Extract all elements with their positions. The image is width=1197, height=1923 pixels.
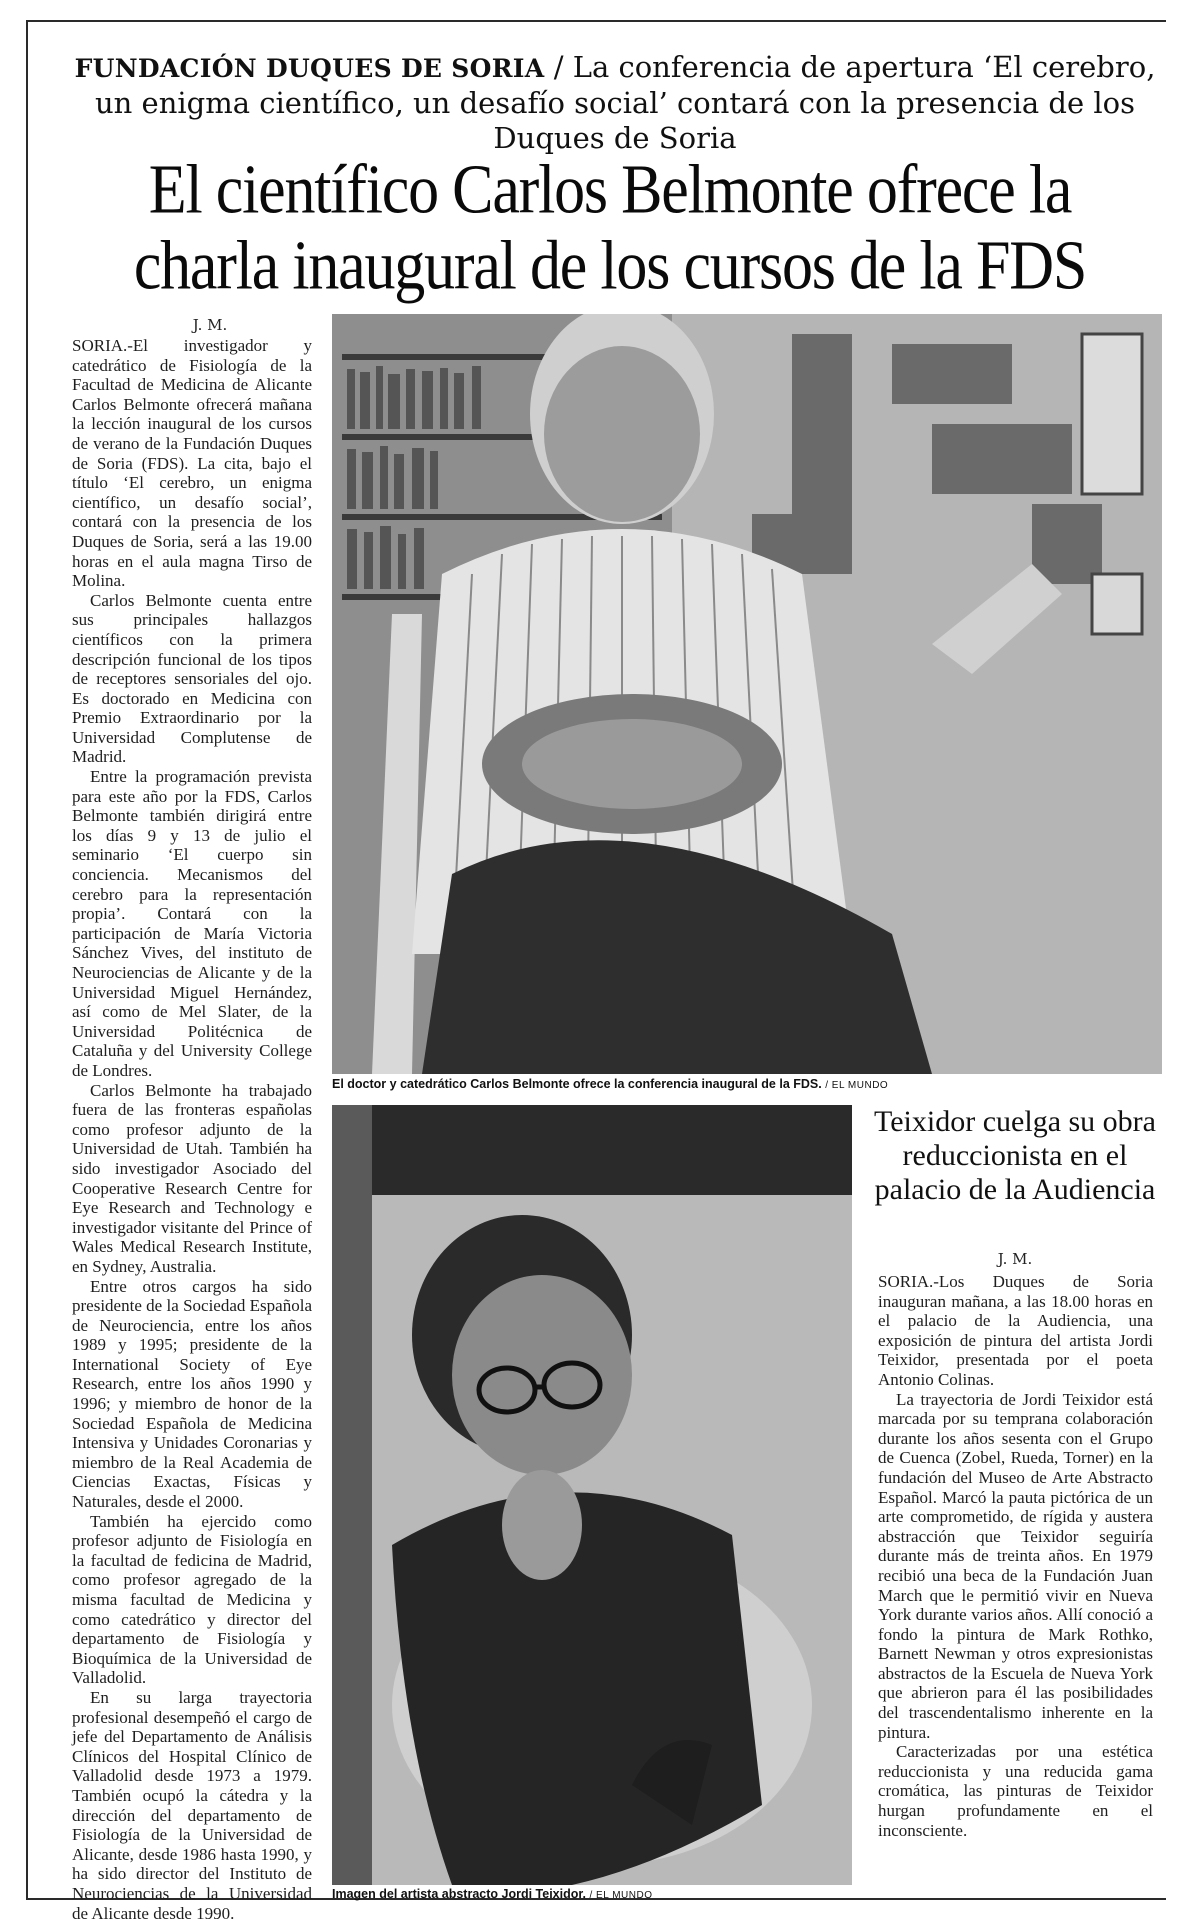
paragraph: Carlos Belmonte ha trabajado fuera de las fronteras españolas como profesor adjunto de la Universidad de Utah. También ha sido investigador Asociado del Cooperative Research Centre for Eye Research and Technology e investigador visitante del Prince of Wales Medical Research Institute, en Sydney, Australia. [72,1080,312,1276]
paragraph: SORIA.-Los Duques de Soria inauguran mañana, a las 18.00 horas en el palacio de la Audiencia, una exposición de pintura del artista Jordi Teixidor, presentada por el poeta Antonio Colinas. [878,1272,1153,1389]
main-headline [60,152,1160,304]
photo-carlos-belmonte [332,314,1162,1074]
kicker-section: FUNDACIÓN DUQUES DE SORIA [74,54,545,83]
paragraph: También ha ejercido como profesor adjunto de Fisiología en la facultad de fedicina de Madrid, como profesor agregado de la misma facultad de Medicina y como catedrático y director del departamento de Fisiología y Bioquímica de la Universidad de Valladolid. [72,1511,312,1688]
paragraph: En su larga trayectoria profesional desempeñó el cargo de jefe del Departamento de Análisis Clínicos del Hospital Clínico de Valladolid desde 1973 a 1979. También ocupó la cátedra y la dirección del departamento de Fisiología de la Universidad de Alicante, desde 1986 hasta 1990, y ha sido director del Instituto de Neurociencias de la Universidad de Alicante desde 1990. [72,1687,312,1923]
side-article-body [878,1272,1153,1840]
paragraph: Entre otros cargos ha sido presidente de la Sociedad Española de Neurociencia, entre los años 1989 y 1995; presidente de la International Society of Eye Research, entre los años 1990 y 1996; y miembro de honor de la Sociedad Española de Medicina Intensiva y Unidades Coronarias y miembro de la Real Academia de Ciencias Exactas, Físicas y Naturales, desde el 2000. [72,1276,312,1512]
paragraph: Entre la programación prevista para este año por la FDS, Carlos Belmonte también dirigirá entre los días 9 y 13 de julio el seminario ‘El cuerpo sin conciencia. Mecanismos del cerebro para la representación propia’. Contará con la participación de María Victoria Sánchez Vives, del instituto de Neurociencias de Alicante y de la Universidad Miguel Hernández, así como de Mel Slater, de la Universidad Politécnica de Cataluña y del University College de Londres. [72,767,312,1080]
photo-caption-belmonte: El doctor y catedrático Carlos Belmonte ofrece la conferencia inaugural de la FDS. / EL MUNDO [332,1077,889,1091]
paragraph: Carlos Belmonte cuenta entre sus principales hallazgos científicos con la primera descripción funcional de los tipos de receptores sensoriales del ojo. Es doctorado en Medicina con Premio Extraordinario por la Universidad Complutense de Madrid. [72,590,312,767]
headline-line-1: El científico Carlos Belmonte ofrece la [148,152,1072,229]
photo-jordi-teixidor [332,1105,852,1885]
main-byline: J. M. [192,316,228,334]
kicker-separator: / [553,50,564,84]
portrait-image [332,314,1162,1074]
kicker [70,50,1160,156]
side-headline: Teixidor cuelga su obra reduccionista en el palacio de la Audiencia [874,1105,1156,1206]
paragraph: Caracterizadas por una estética reduccionista y una reducida gama cromática, las pinturas de Teixidor hurgan profundamente en el inconsciente. [878,1742,1153,1840]
kicker-text: La conferencia de apertura ‘El cerebro, un enigma científico, un desafío social’ contará con la presencia de los Duques de Soria [94,50,1156,155]
artist-image [332,1105,852,1885]
paragraph: SORIA.-El investigador y catedrático de Fisiología de la Facultad de Medicina de Alicante Carlos Belmonte ofrecerá mañana la lección inaugural de los cursos de verano de la Fundación Duques de Soria (FDS). La cita, bajo el título ‘El cerebro, un enigma científico, un desafío social’, contará con la presencia de los Duques de Soria, será a las 19.00 horas en el aula magna Tirso de Molina. [72,336,312,591]
main-article-body [72,336,312,1923]
headline-line-2: charla inaugural de los cursos de la FDS [133,228,1087,305]
photo-caption-teixidor: Imagen del artista abstracto Jordi Teixidor. / EL MUNDO [332,1887,653,1901]
paragraph: La trayectoria de Jordi Teixidor está marcada por su temprana colaboración durante los años sesenta con el Grupo de Cuenca (Zobel, Rueda, Torner) en la fundación del Museo de Arte Abstracto Español. Marcó la pauta pictórica de un arte comprometido, de rígida y austera abstracción que Teixidor seguiría durante más de treinta años. En 1979 recibió una beca de la Fundación Juan March que le permitió vivir en Nueva York durante varios años. Allí conoció a fondo la pintura de Mark Rothko, Barnett Newman y otros expresionistas abstractos de la Escuela de Nueva York que abrieron para él las posibilidades del trascendentalismo inherente en la pintura. [878,1389,1153,1742]
side-byline: J. M. [997,1250,1033,1268]
